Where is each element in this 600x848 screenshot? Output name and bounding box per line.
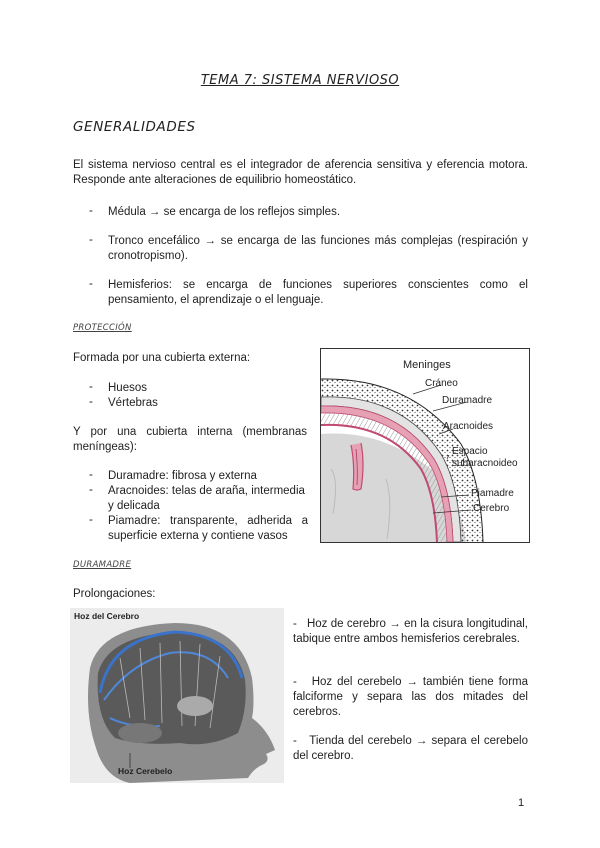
proteccion-intro: Formada por una cubierta externa:	[73, 352, 251, 364]
list-item: Duramadre: fibrosa y externa	[108, 470, 257, 482]
section-heading-duramadre: DURAMADRE	[73, 560, 132, 570]
figure-label: Piamadre	[471, 488, 514, 499]
bullet-dash: -	[89, 234, 93, 246]
section-heading-generalidades: GENERALIDADES	[73, 119, 196, 135]
head-section-illustration	[70, 608, 284, 783]
bullet-dash: -	[293, 618, 297, 630]
figure-label: Espacio	[452, 446, 488, 457]
figure-label: Aracnoides	[443, 421, 494, 432]
list-item: Vértebras	[108, 397, 158, 409]
list-item	[293, 675, 528, 720]
list-item-text: Hoz de cerebro → en la cisura longitudinal, tabique entre ambos hemisferios cerebrales.	[293, 618, 528, 645]
proteccion-internal-intro: Y por una cubierta interna (membranas meníngeas):	[73, 426, 307, 453]
list-item: Tronco encefálico → se encarga de las funciones más complejas (respiración y cronotropismo).	[108, 235, 528, 262]
hoz-figure	[70, 608, 284, 783]
meninges-figure	[320, 348, 530, 543]
list-item: Hemisferios: se encarga de funciones superiores conscientes como el pensamiento, el aprendizaje o el lenguaje.	[108, 279, 528, 306]
list-item: Médula → se encarga de los reflejos simples.	[108, 206, 341, 218]
figure-label: Hoz del Cerebro	[74, 611, 140, 621]
list-item: Aracnoides: telas de araña, intermedia y delicada	[108, 485, 305, 512]
figure-label: Cerebro	[473, 503, 510, 514]
figure-title: Meninges	[403, 359, 451, 371]
figure-label: Hoz Cerebelo	[118, 766, 173, 776]
list-item	[293, 617, 528, 647]
bullet-dash: -	[89, 396, 93, 408]
section-heading-proteccion: PROTECCIÓN	[73, 323, 132, 333]
bullet-dash: -	[293, 735, 297, 747]
bullet-dash: -	[89, 469, 93, 481]
bullet-dash: -	[89, 205, 93, 217]
page-number: 1	[518, 797, 525, 809]
duramadre-intro: Prolongaciones:	[73, 588, 156, 600]
page-title: TEMA 7: SISTEMA NERVIOSO	[200, 73, 400, 88]
figure-label: Duramadre	[442, 395, 493, 406]
figure-label: Cráneo	[425, 378, 458, 389]
bullet-dash: -	[293, 676, 297, 688]
bullet-dash: -	[89, 484, 93, 496]
generalidades-intro: El sistema nervioso central es el integrador de aferencia sensitiva y eferencia motora. Responde ante alteraciones de equilibrio homeostático.	[73, 159, 528, 186]
bullet-dash: -	[89, 381, 93, 393]
list-item-text: Tienda del cerebelo → separa el cerebelo del cerebro.	[293, 735, 529, 762]
bullet-dash: -	[89, 278, 93, 290]
list-item-text: Hoz del cerebelo → también tiene forma falciforme y separa las dos mitades del cerebros.	[293, 676, 529, 718]
list-item: Huesos	[108, 382, 147, 394]
figure-label: subaracnoideo	[452, 458, 518, 469]
list-item	[293, 734, 528, 764]
list-item: Piamadre: transparente, adherida a superficie externa y contiene vasos	[108, 515, 308, 542]
bullet-dash: -	[89, 514, 93, 526]
